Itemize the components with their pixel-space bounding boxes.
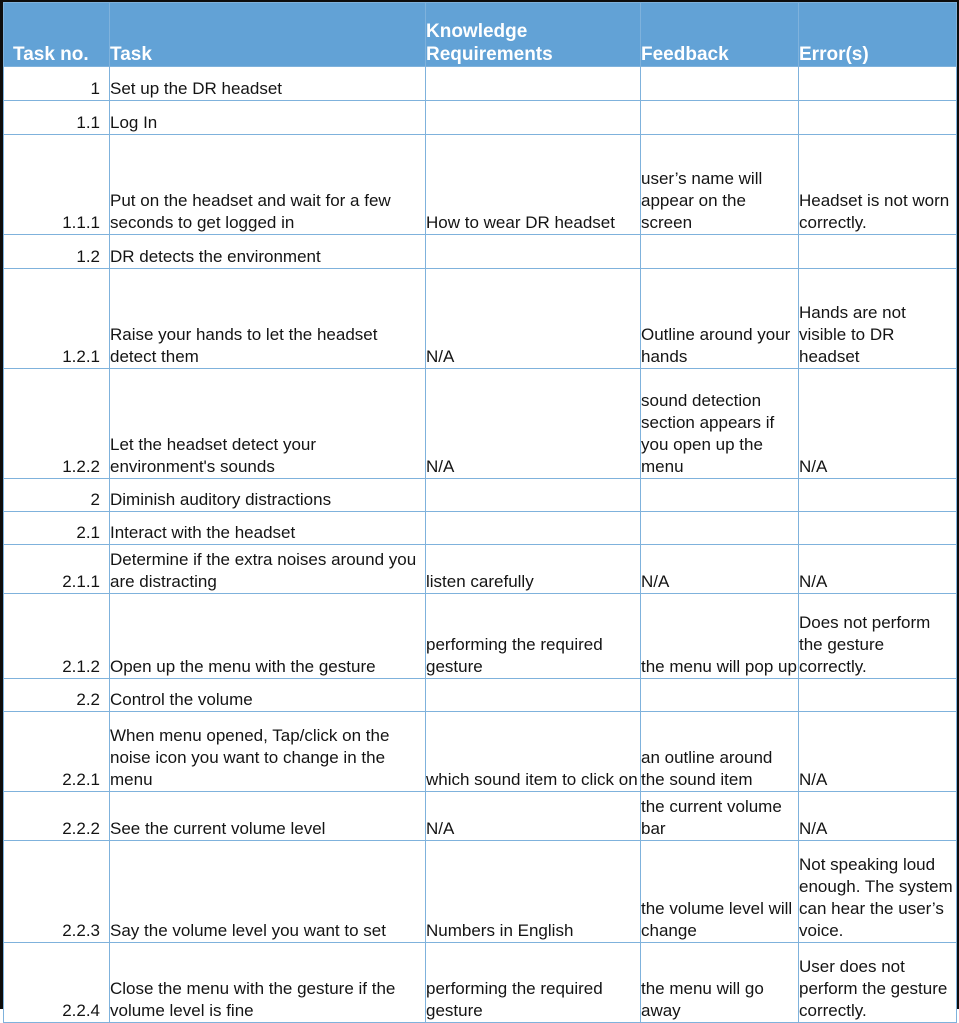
- cell-task: Let the headset detect your environment's sounds: [110, 369, 426, 479]
- table-row: [4, 841, 957, 943]
- column-header-task: Task: [110, 3, 426, 67]
- cell-task: Raise your hands to let the headset detect them: [110, 269, 426, 369]
- cell-task: Determine if the extra noises around you are distracting: [110, 545, 426, 594]
- table-row: [4, 235, 957, 269]
- cell-feedback: [641, 67, 799, 101]
- table-row: [4, 479, 957, 512]
- cell-feedback: Outline around your hands: [641, 269, 799, 369]
- cell-task-no: 2: [4, 479, 110, 512]
- cell-knowledge: [426, 479, 641, 512]
- table-row: [4, 545, 957, 594]
- cell-feedback: [641, 679, 799, 712]
- cell-errors: Not speaking loud enough. The system can hear the user’s voice.: [799, 841, 957, 943]
- cell-task-no: 1.2: [4, 235, 110, 269]
- cell-task-no: 2.2: [4, 679, 110, 712]
- table-row: [4, 101, 957, 135]
- cell-task: When menu opened, Tap/click on the noise icon you want to change in the menu: [110, 712, 426, 792]
- cell-task-no: 2.2.3: [4, 841, 110, 943]
- cell-errors: User does not perform the gesture correctly.: [799, 943, 957, 1023]
- cell-feedback: an outline around the sound item: [641, 712, 799, 792]
- cell-errors: [799, 479, 957, 512]
- cell-knowledge: performing the required gesture: [426, 943, 641, 1023]
- cell-task: Set up the DR headset: [110, 67, 426, 101]
- table-row: [4, 943, 957, 1023]
- cell-task-no: 1.1: [4, 101, 110, 135]
- table-row: [4, 679, 957, 712]
- cell-task-no: 2.1: [4, 512, 110, 545]
- cell-task: See the current volume level: [110, 792, 426, 841]
- cell-errors: [799, 101, 957, 135]
- cell-knowledge: listen carefully: [426, 545, 641, 594]
- table-header-row: [4, 3, 957, 67]
- table-header: [4, 3, 957, 67]
- table-row: [4, 792, 957, 841]
- cell-errors: [799, 512, 957, 545]
- cell-knowledge: N/A: [426, 269, 641, 369]
- cell-task-no: 2.2.1: [4, 712, 110, 792]
- table-row: [4, 594, 957, 679]
- table-body: [4, 67, 957, 1023]
- cell-feedback: the volume level will change: [641, 841, 799, 943]
- cell-feedback: N/A: [641, 545, 799, 594]
- cell-errors: Does not perform the gesture correctly.: [799, 594, 957, 679]
- column-header-knowledge: Knowledge Requirements: [426, 3, 641, 67]
- cell-task: Close the menu with the gesture if the volume level is fine: [110, 943, 426, 1023]
- cell-task-no: 1.2.2: [4, 369, 110, 479]
- cell-knowledge: Numbers in English: [426, 841, 641, 943]
- cell-errors: [799, 679, 957, 712]
- cell-knowledge: N/A: [426, 369, 641, 479]
- cell-task: Diminish auditory distractions: [110, 479, 426, 512]
- table-row: [4, 369, 957, 479]
- cell-task: Say the volume level you want to set: [110, 841, 426, 943]
- cell-feedback: [641, 512, 799, 545]
- cell-knowledge: which sound item to click on: [426, 712, 641, 792]
- table-row: [4, 269, 957, 369]
- column-header-feedback: Feedback: [641, 3, 799, 67]
- cell-task-no: 2.2.4: [4, 943, 110, 1023]
- cell-feedback: user’s name will appear on the screen: [641, 135, 799, 235]
- cell-errors: [799, 235, 957, 269]
- cell-task: Interact with the headset: [110, 512, 426, 545]
- table-row: [4, 135, 957, 235]
- cell-feedback: [641, 235, 799, 269]
- cell-task-no: 2.2.2: [4, 792, 110, 841]
- cell-feedback: [641, 479, 799, 512]
- cell-errors: N/A: [799, 545, 957, 594]
- cell-errors: Hands are not visible to DR headset: [799, 269, 957, 369]
- cell-task-no: 1.1.1: [4, 135, 110, 235]
- cell-task: Open up the menu with the gesture: [110, 594, 426, 679]
- task-analysis-table: [3, 2, 957, 1023]
- cell-knowledge: [426, 235, 641, 269]
- cell-task: DR detects the environment: [110, 235, 426, 269]
- cell-knowledge: performing the required gesture: [426, 594, 641, 679]
- cell-feedback: the menu will go away: [641, 943, 799, 1023]
- cell-feedback: sound detection section appears if you open up the menu: [641, 369, 799, 479]
- cell-knowledge: [426, 67, 641, 101]
- cell-task-no: 2.1.2: [4, 594, 110, 679]
- cell-feedback: the current volume bar: [641, 792, 799, 841]
- table-row: [4, 712, 957, 792]
- cell-knowledge: N/A: [426, 792, 641, 841]
- cell-knowledge: [426, 512, 641, 545]
- cell-task: Log In: [110, 101, 426, 135]
- cell-errors: N/A: [799, 369, 957, 479]
- cell-task-no: 1.2.1: [4, 269, 110, 369]
- cell-knowledge: [426, 679, 641, 712]
- cell-feedback: the menu will pop up: [641, 594, 799, 679]
- cell-errors: N/A: [799, 792, 957, 841]
- table-row: [4, 512, 957, 545]
- column-header-errors: Error(s): [799, 3, 957, 67]
- cell-task-no: 2.1.1: [4, 545, 110, 594]
- cell-task-no: 1: [4, 67, 110, 101]
- cell-knowledge: [426, 101, 641, 135]
- cell-errors: Headset is not worn correctly.: [799, 135, 957, 235]
- cell-task: Control the volume: [110, 679, 426, 712]
- cell-task: Put on the headset and wait for a few seconds to get logged in: [110, 135, 426, 235]
- column-header-task-no: Task no.: [4, 3, 110, 67]
- cell-feedback: [641, 101, 799, 135]
- cell-errors: N/A: [799, 712, 957, 792]
- cell-knowledge: How to wear DR headset: [426, 135, 641, 235]
- table-row: [4, 67, 957, 101]
- cell-errors: [799, 67, 957, 101]
